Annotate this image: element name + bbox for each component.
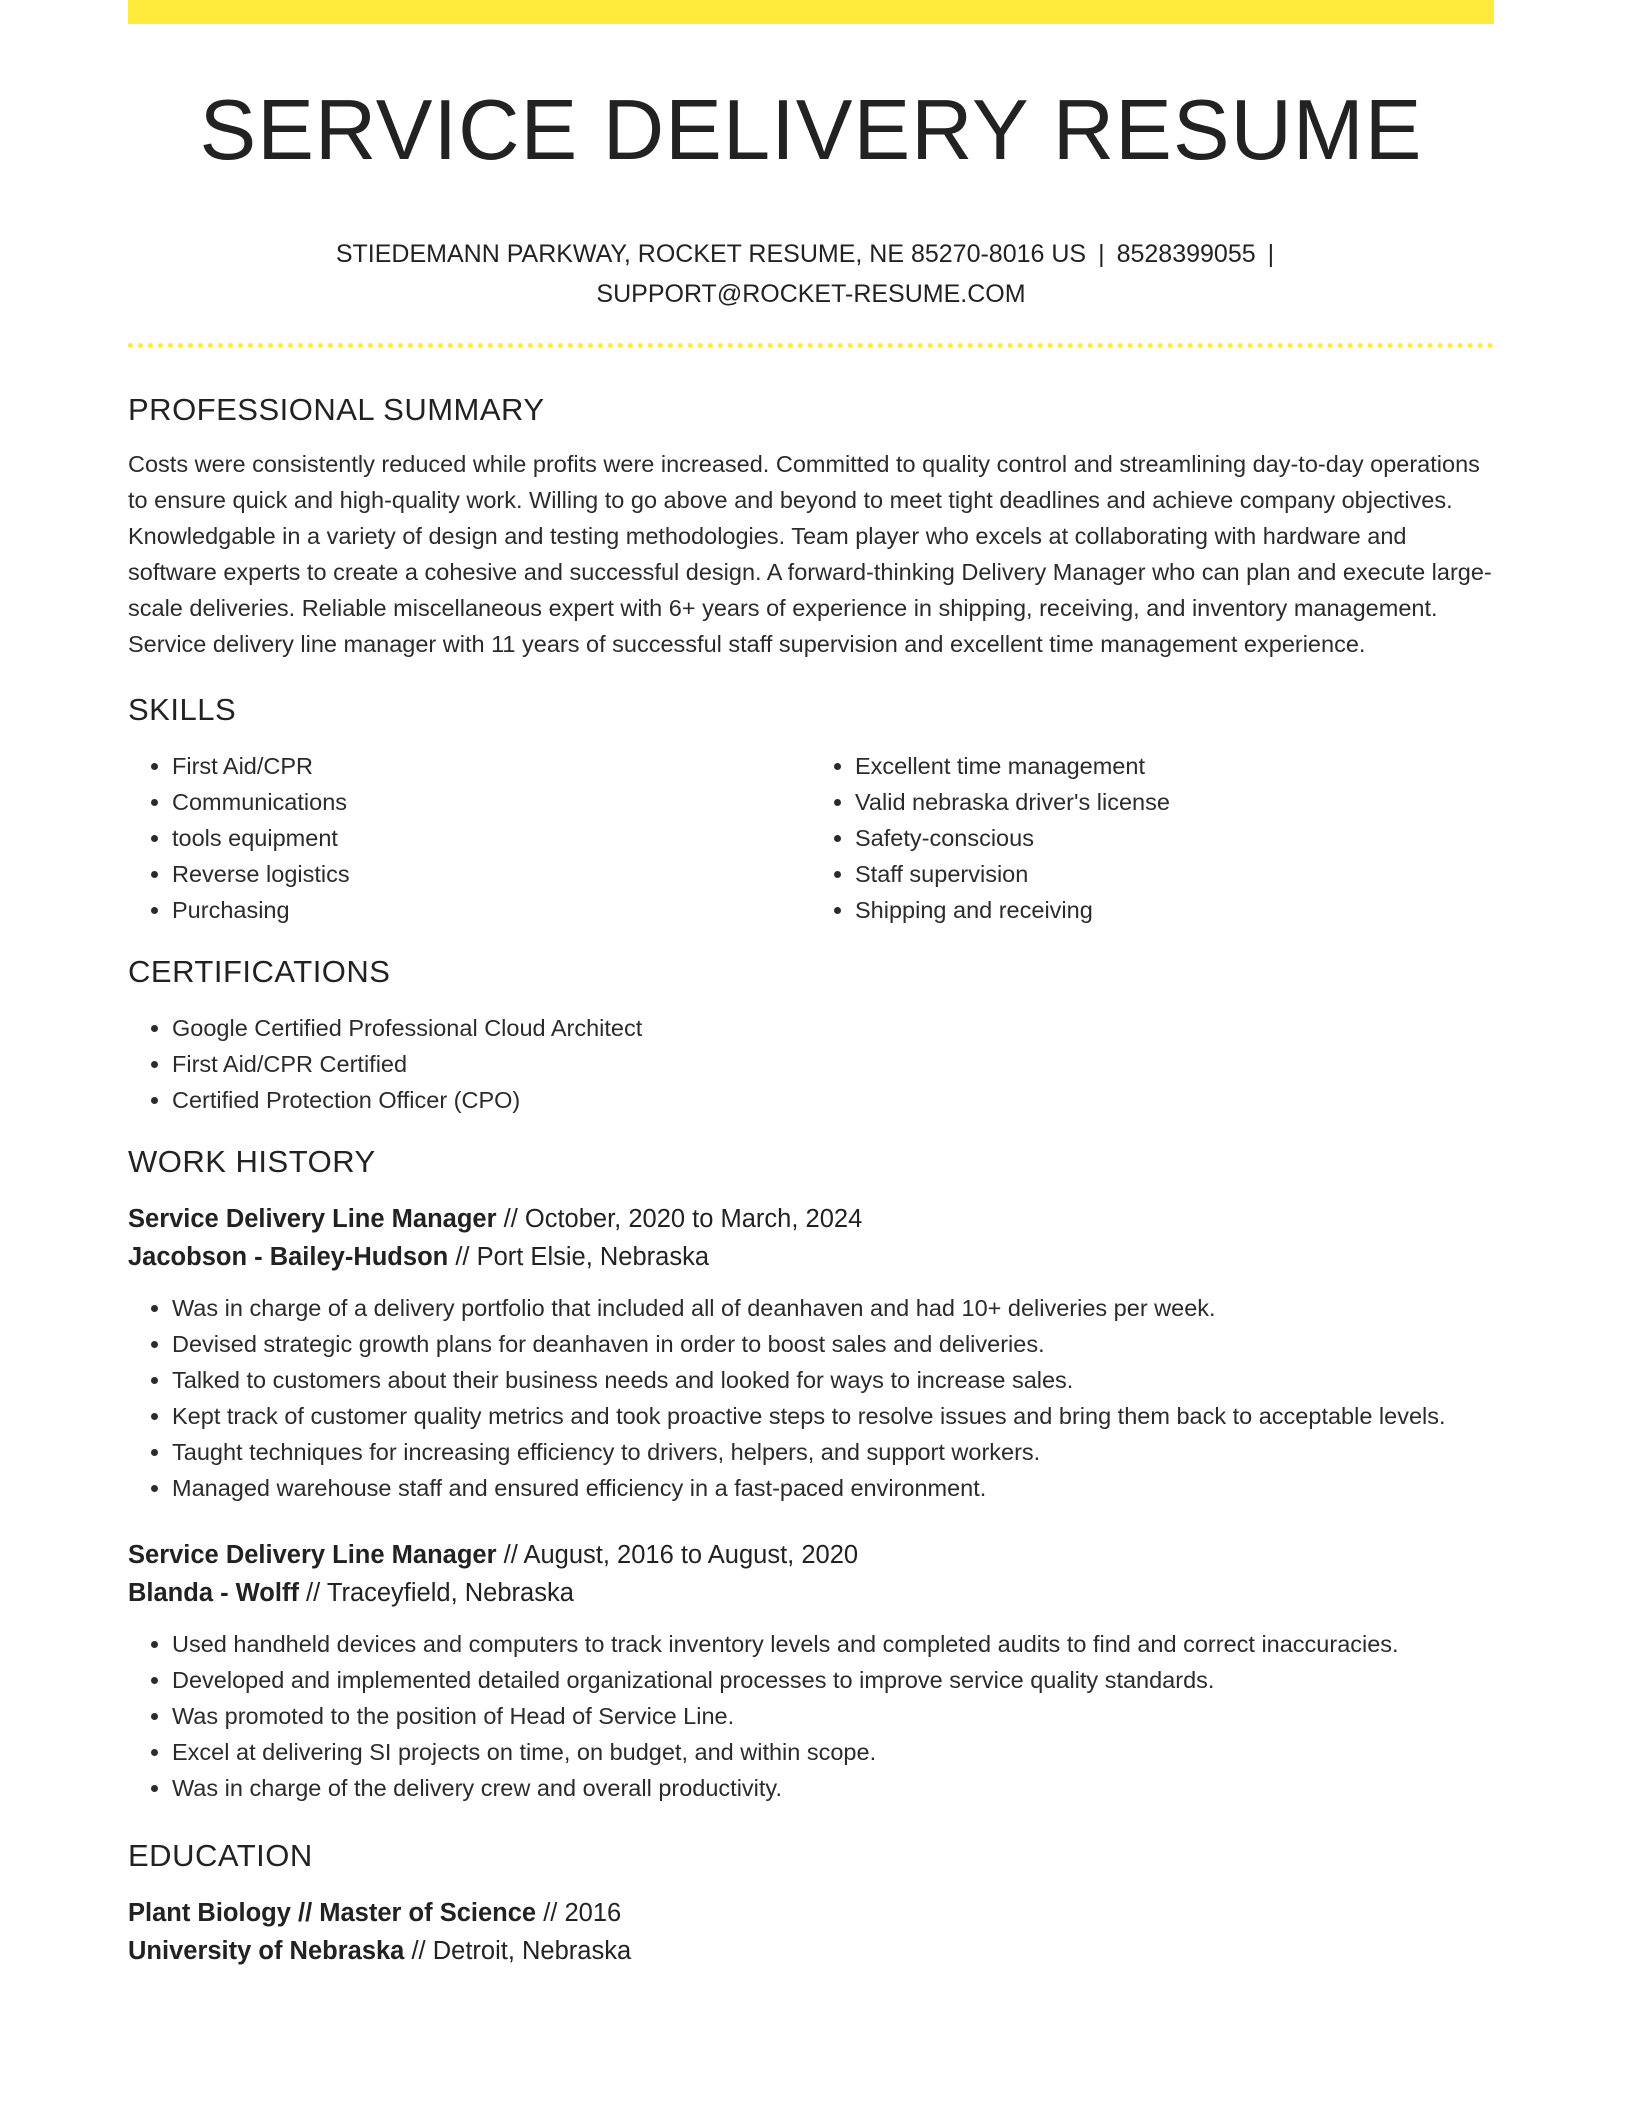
- section-heading-summary: PROFESSIONAL SUMMARY: [128, 392, 545, 427]
- skill-item: • Communications: [172, 784, 811, 820]
- job-bullet: • Managed warehouse staff and ensured efficiency in a fast-paced environment.: [172, 1470, 1494, 1506]
- contact-separator: |: [1098, 240, 1105, 268]
- contact-separator: |: [1267, 240, 1275, 268]
- skill-item: • Reverse logistics: [172, 856, 811, 892]
- job-company-line: [128, 1238, 1494, 1276]
- job-bullet: • Taught techniques for increasing efficiency to drivers, helpers, and support workers.: [172, 1434, 1494, 1470]
- resume-title: SERVICE DELIVERY RESUME: [199, 83, 1423, 178]
- job-title: Service Delivery Line Manager: [128, 1205, 497, 1233]
- section-heading-certifications: CERTIFICATIONS: [128, 954, 391, 989]
- accent-top-bar: [128, 0, 1494, 24]
- contact-info: [200, 234, 1422, 314]
- job-company-line: [128, 1574, 1494, 1612]
- job-bullet: • Was in charge of a delivery portfolio that included all of deanhaven and had 10+ deliveries per week.: [172, 1290, 1494, 1326]
- certifications-list: [128, 1010, 1494, 1118]
- certification-item: • Certified Protection Officer (CPO): [172, 1082, 1494, 1118]
- job-bullet: • Developed and implemented detailed organizational processes to improve service quality standards.: [172, 1662, 1494, 1698]
- education-school: University of Nebraska: [128, 1937, 405, 1965]
- skill-item: • Valid nebraska driver's license: [855, 784, 1494, 820]
- contact-email: SUPPORT@ROCKET-RESUME.COM: [596, 280, 1026, 308]
- skill-item: • First Aid/CPR: [172, 748, 811, 784]
- contact-address: STIEDEMANN PARKWAY, ROCKET RESUME, NE 85270-8016 US: [335, 240, 1087, 268]
- skill-item: • Purchasing: [172, 892, 811, 928]
- job-company: Blanda - Wolff: [128, 1579, 299, 1607]
- job-dates: // October, 2020 to March, 2024: [503, 1205, 863, 1233]
- education-section: [128, 1834, 1494, 1970]
- skill-item: • Shipping and receiving: [855, 892, 1494, 928]
- summary-text: Costs were consistently reduced while profits were increased. Committed to quality control and streamlining day-to-day operations to ensure quick and high-quality work. Willing to go above and beyond to meet tight deadlines and achieve company objectives. Knowledgable in a variety of design and testing methodologies. Team player who excels at collaborating with hardware and software experts to create a cohesive and successful design. A forward-thinking Delivery Manager who can plan and execute large-scale deliveries. Reliable miscellaneous expert with 6+ years of experience in shipping, receiving, and inventory management. Service delivery line manager with 11 years of successful staff supervision and excellent time management experience.: [128, 451, 1492, 657]
- education-degree-line: [128, 1894, 1494, 1932]
- skill-item: • Excellent time management: [855, 748, 1494, 784]
- job-bullet: • Was in charge of the delivery crew and overall productivity.: [172, 1770, 1494, 1806]
- education-location: // Detroit, Nebraska: [411, 1937, 632, 1965]
- education-degree: Plant Biology // Master of Science: [128, 1899, 537, 1927]
- skills-grid: [128, 748, 1494, 928]
- job-title: Service Delivery Line Manager: [128, 1541, 497, 1569]
- job-bullet: • Excel at delivering SI projects on time, on budget, and within scope.: [172, 1734, 1494, 1770]
- job-bullet: • Kept track of customer quality metrics and took proactive steps to resolve issues and bring them back to acceptable levels.: [172, 1398, 1494, 1434]
- skills-section: [128, 688, 1494, 928]
- job-dates: // August, 2016 to August, 2020: [503, 1541, 859, 1569]
- job-location: // Port Elsie, Nebraska: [455, 1243, 710, 1271]
- section-heading-work: WORK HISTORY: [128, 1144, 376, 1179]
- work-history-section: [128, 1140, 1494, 1806]
- job-entry: [128, 1200, 1494, 1506]
- education-year: // 2016: [543, 1899, 622, 1927]
- certification-item: • Google Certified Professional Cloud Architect: [172, 1010, 1494, 1046]
- summary-section: [128, 388, 1494, 662]
- certification-item: • First Aid/CPR Certified: [172, 1046, 1494, 1082]
- education-entry: [128, 1894, 1494, 1970]
- skill-item: • Safety-conscious: [855, 820, 1494, 856]
- section-heading-education: EDUCATION: [128, 1838, 313, 1873]
- resume-content: [128, 388, 1494, 1970]
- job-location: // Traceyfield, Nebraska: [306, 1579, 574, 1607]
- contact-phone: 8528399055: [1116, 240, 1256, 268]
- job-bullet: • Used handheld devices and computers to track inventory levels and completed audits to find and correct inaccuracies.: [172, 1626, 1494, 1662]
- skill-item: • Staff supervision: [855, 856, 1494, 892]
- job-company: Jacobson - Bailey-Hudson: [128, 1243, 449, 1271]
- job-entry: [128, 1536, 1494, 1806]
- dotted-divider: [128, 343, 1494, 348]
- job-title-line: [128, 1200, 1494, 1238]
- job-bullets: [128, 1290, 1494, 1506]
- skills-list-right: [811, 748, 1494, 928]
- skills-list-left: [128, 748, 811, 928]
- job-title-line: [128, 1536, 1494, 1574]
- section-heading-skills: SKILLS: [128, 692, 237, 727]
- job-bullet: • Devised strategic growth plans for deanhaven in order to boost sales and deliveries.: [172, 1326, 1494, 1362]
- job-bullet: • Talked to customers about their business needs and looked for ways to increase sales.: [172, 1362, 1494, 1398]
- certifications-section: [128, 950, 1494, 1118]
- job-bullet: • Was promoted to the position of Head of Service Line.: [172, 1698, 1494, 1734]
- skill-item: • tools equipment: [172, 820, 811, 856]
- education-school-line: [128, 1932, 1494, 1970]
- job-bullets: [128, 1626, 1494, 1806]
